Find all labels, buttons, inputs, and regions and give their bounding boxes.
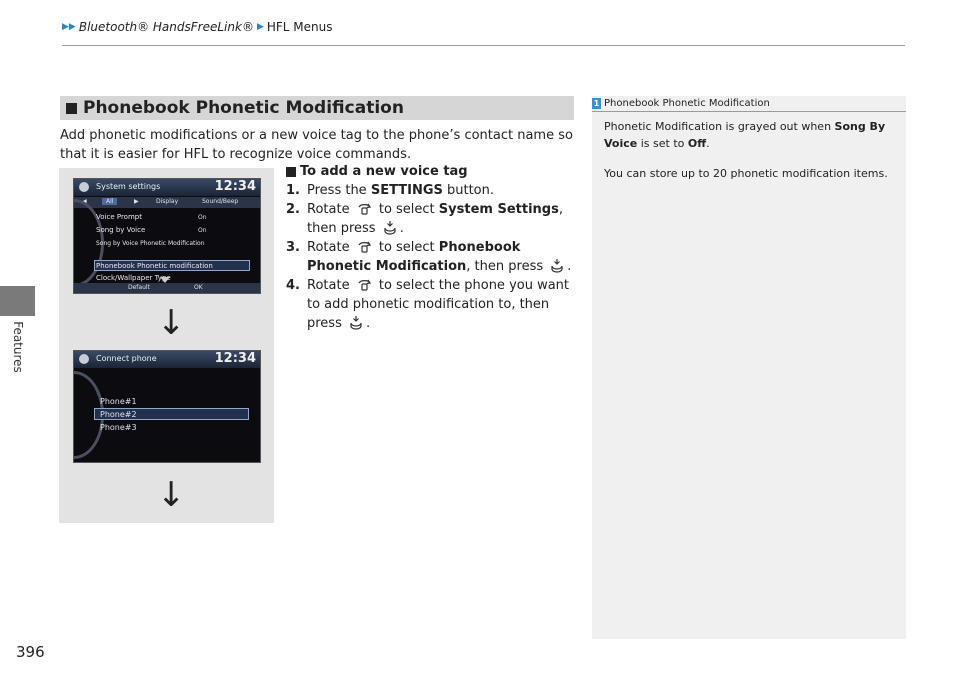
default-button[interactable]: Default xyxy=(128,284,150,291)
breadcrumb-arrow-icon: ▶▶ xyxy=(62,22,76,32)
section-intro: Add phonetic modifications or a new voice tag to the phone’s contact name so that it is easier for HFL to recognize voice commands. xyxy=(60,128,573,162)
square-bullet-icon xyxy=(66,103,77,114)
screen-header xyxy=(74,179,260,196)
screen-illustrations xyxy=(59,168,274,523)
screen-title: System settings xyxy=(96,182,161,191)
note-title: Phonebook Phonetic Modification xyxy=(604,98,770,109)
header-divider xyxy=(62,45,905,46)
breadcrumb xyxy=(62,20,333,34)
phone-item[interactable]: Phone#3 xyxy=(100,423,137,432)
tab-sound-beep[interactable]: Sound/Beep xyxy=(202,198,239,205)
rotate-knob-icon xyxy=(357,239,372,254)
chapter-label: Features xyxy=(11,321,26,373)
procedure xyxy=(286,162,576,333)
menu-item-song-phonetic[interactable]: Song by Voice Phonetic Modification xyxy=(96,240,205,247)
step-1: 1. Press the SETTINGS button. xyxy=(286,183,495,198)
screen-footer xyxy=(74,283,260,293)
menu-item-phonebook-phonetic[interactable]: Phonebook Phonetic modification xyxy=(96,262,213,270)
menu-value: On xyxy=(198,214,207,221)
phone-icon xyxy=(79,354,89,364)
chapter-tab xyxy=(0,286,35,316)
tab-right-arrow-icon[interactable]: ▶ xyxy=(134,198,139,205)
press-knob-icon xyxy=(550,258,564,273)
note-paragraph: Phonetic Modification is grayed out when Song By Voice is set to Off. xyxy=(604,120,886,150)
press-knob-icon xyxy=(349,315,363,330)
ok-button[interactable]: OK xyxy=(194,284,203,291)
rotate-knob-icon xyxy=(357,201,372,216)
note-number-badge: 1 xyxy=(593,99,600,108)
procedure-title: To add a new voice tag xyxy=(286,162,576,181)
settings-icon xyxy=(79,182,89,192)
screen-title: Connect phone xyxy=(96,354,157,363)
screen-clock: 12:34 xyxy=(214,179,256,194)
phone-item[interactable]: Phone#1 xyxy=(100,397,137,406)
tab-all[interactable]: All xyxy=(102,198,117,205)
press-knob-icon xyxy=(383,220,397,235)
menu-item-clock-wallpaper[interactable]: Clock/Wallpaper Type xyxy=(96,274,171,282)
breadcrumb-item-bluetooth[interactable]: Bluetooth® HandsFreeLink® xyxy=(78,20,254,34)
section-title: Phonebook Phonetic Modification xyxy=(60,96,574,120)
menu-item-song-by-voice[interactable]: Song by Voice xyxy=(96,226,146,234)
tab-left-arrow-icon[interactable]: ◀ xyxy=(82,198,87,205)
screen-header xyxy=(74,351,260,368)
step-4: 4. Rotate to select the phone you want to add phonetic modification to, then press . xyxy=(286,278,570,331)
note-header xyxy=(592,96,906,112)
breadcrumb-arrow-icon: ▶ xyxy=(256,22,264,32)
phone-item[interactable]: Phone#2 xyxy=(100,410,137,419)
flow-arrow-icon: ↓ xyxy=(157,475,186,515)
note-paragraph: You can store up to 20 phonetic modification items. xyxy=(604,167,888,180)
square-bullet-icon xyxy=(286,167,296,177)
connect-phone-screen xyxy=(73,350,261,463)
rotate-knob-icon xyxy=(357,277,372,292)
step-3: 3. Rotate to select Phonebook Phonetic Modification, then press . xyxy=(286,240,572,274)
menu-value: On xyxy=(198,227,207,234)
screen-clock: 12:34 xyxy=(214,351,256,366)
breadcrumb-item-hfl-menus[interactable]: HFL Menus xyxy=(266,20,333,34)
page-number: 396 xyxy=(16,643,45,661)
step-2: 2. Rotate to select System Settings, then press . xyxy=(286,202,563,236)
tab-display[interactable]: Display xyxy=(156,198,179,205)
menu-item-voice-prompt[interactable]: Voice Prompt xyxy=(96,213,142,221)
system-settings-screen xyxy=(73,178,261,294)
screen-tabs xyxy=(74,197,260,208)
side-note xyxy=(592,96,906,639)
flow-arrow-icon: ↓ xyxy=(157,303,186,343)
